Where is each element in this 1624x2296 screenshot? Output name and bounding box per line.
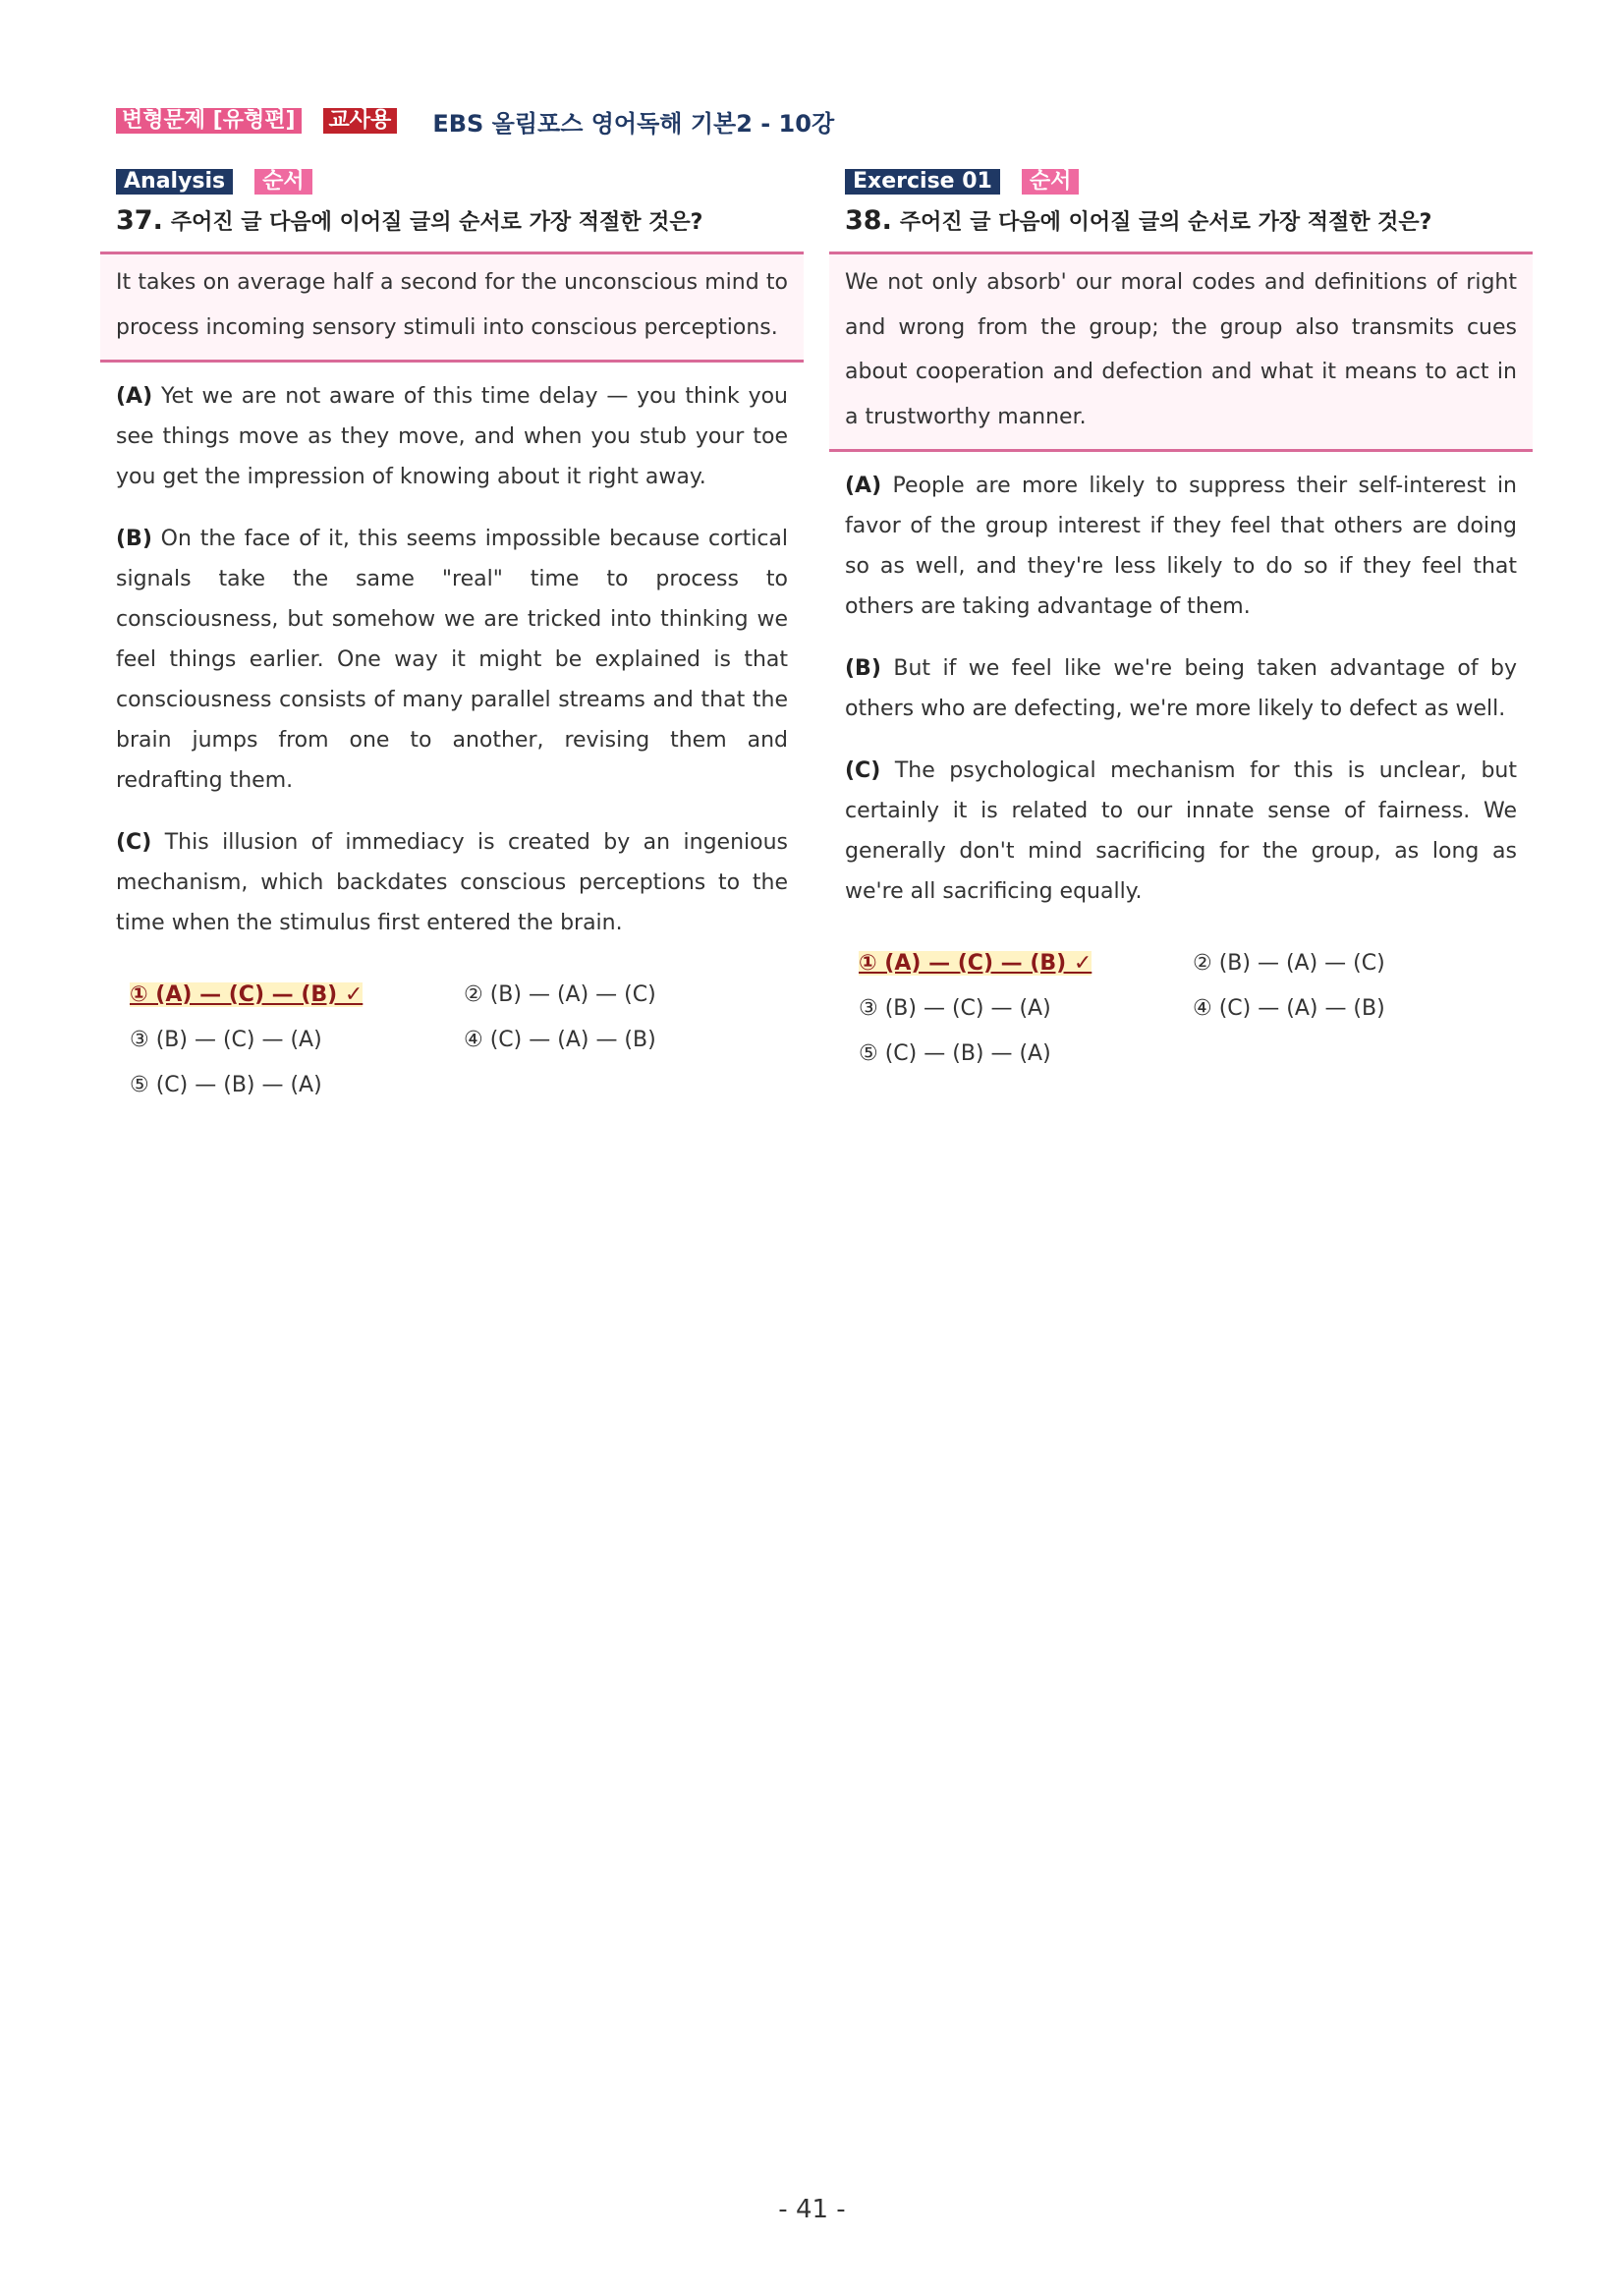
choice-3: ③ (B) — (C) — (A) [859, 996, 1051, 1021]
choice-1-correct: ① (A) — (C) — (B) ✓ [859, 951, 1092, 976]
left-question [100, 169, 804, 1108]
paragraph-c [829, 751, 1533, 912]
page-header [116, 106, 834, 136]
question-label-row [829, 169, 1533, 195]
question-title [100, 204, 804, 238]
paragraph-label: (B) [116, 527, 152, 551]
choice-2: ② (B) — (A) — (C) [464, 982, 656, 1007]
question-label-row [100, 169, 804, 195]
question-text: 주어진 글 다음에 이어질 글의 순서로 가장 적절한 것은? [170, 210, 703, 235]
exercise-label: Exercise 01 [845, 169, 1000, 195]
paragraph-text: The psychological mechanism for this is unclear, but certainly it is related to our innate sense of fairness. We generally don't mind sacrificing for the group, as long as we're all sacrificing equally. [845, 758, 1517, 904]
paragraph-text: But if we feel like we're being taken advantage of by others who are defecting, we're more likely to defect as well. [845, 656, 1518, 721]
choice-3: ③ (B) — (C) — (A) [130, 1028, 322, 1052]
paragraph-text: People are more likely to suppress their self-interest in favor of the group interest if they feel that others are doing so as well, and they're less likely to do so if they feel that others are taking advantage of them. [845, 474, 1517, 619]
question-title [829, 204, 1533, 238]
choice-1-correct: ① (A) — (C) — (B) ✓ [130, 982, 364, 1007]
paragraph-label: (C) [116, 830, 152, 855]
choice-2: ② (B) — (A) — (C) [1193, 951, 1385, 976]
type-label: 순서 [1022, 169, 1080, 195]
teacher-tag: 교사용 [323, 108, 398, 134]
paragraph-b [829, 648, 1533, 729]
answer-choices [829, 941, 1533, 1077]
analysis-label: Analysis [116, 169, 233, 195]
question-number: 37. [116, 205, 163, 236]
given-passage: We not only absorb' our moral codes and definitions of right and wrong from the group; the group also transmits cues about cooperation and defection and what it means to act in a trustworthy manner. [829, 252, 1533, 452]
paragraph-text: On the face of it, this seems impossible because cortical signals take the same "real" time to process to consciousness, but somehow we are tricked into thinking we feel things earlier. One way it might be explained is that consciousness consists of many parallel streams and that the brain jumps from one to another, revising them and redrafting them. [116, 527, 789, 793]
type-label: 순서 [254, 169, 312, 195]
given-passage: It takes on average half a second for the unconscious mind to process incoming sensory stimuli into conscious perceptions. [100, 252, 804, 363]
paragraph-label: (A) [845, 474, 882, 498]
choice-4: ④ (C) — (A) — (B) [1193, 996, 1385, 1021]
paragraph-label: (C) [845, 758, 881, 783]
paragraph-label: (A) [116, 384, 153, 409]
choice-5: ⑤ (C) — (B) — (A) [859, 1041, 1051, 1066]
choice-4: ④ (C) — (A) — (B) [464, 1028, 656, 1052]
paragraph-text: Yet we are not aware of this time delay — you think you see things move as they move, and when you stub your toe you get the impression of knowing about it right away. [116, 384, 788, 489]
question-number: 38. [845, 205, 892, 236]
question-text: 주어진 글 다음에 이어질 글의 순서로 가장 적절한 것은? [899, 210, 1432, 235]
answer-choices [100, 973, 804, 1108]
paragraph-b [100, 519, 804, 801]
variant-tag: 변형문제 [유형편] [116, 108, 302, 134]
paragraph-a [829, 466, 1533, 627]
paragraph-a [100, 376, 804, 497]
right-question [829, 169, 1533, 1077]
page-number: - 41 - [778, 2195, 846, 2224]
paragraph-label: (B) [845, 656, 881, 681]
paragraph-c [100, 822, 804, 943]
paragraph-text: This illusion of immediacy is created by an ingenious mechanism, which backdates conscious perceptions to the time when the stimulus first entered the brain. [116, 830, 788, 935]
header-title: EBS 올림포스 영어독해 기본2 - 10강 [432, 109, 835, 138]
choice-5: ⑤ (C) — (B) — (A) [130, 1073, 322, 1097]
